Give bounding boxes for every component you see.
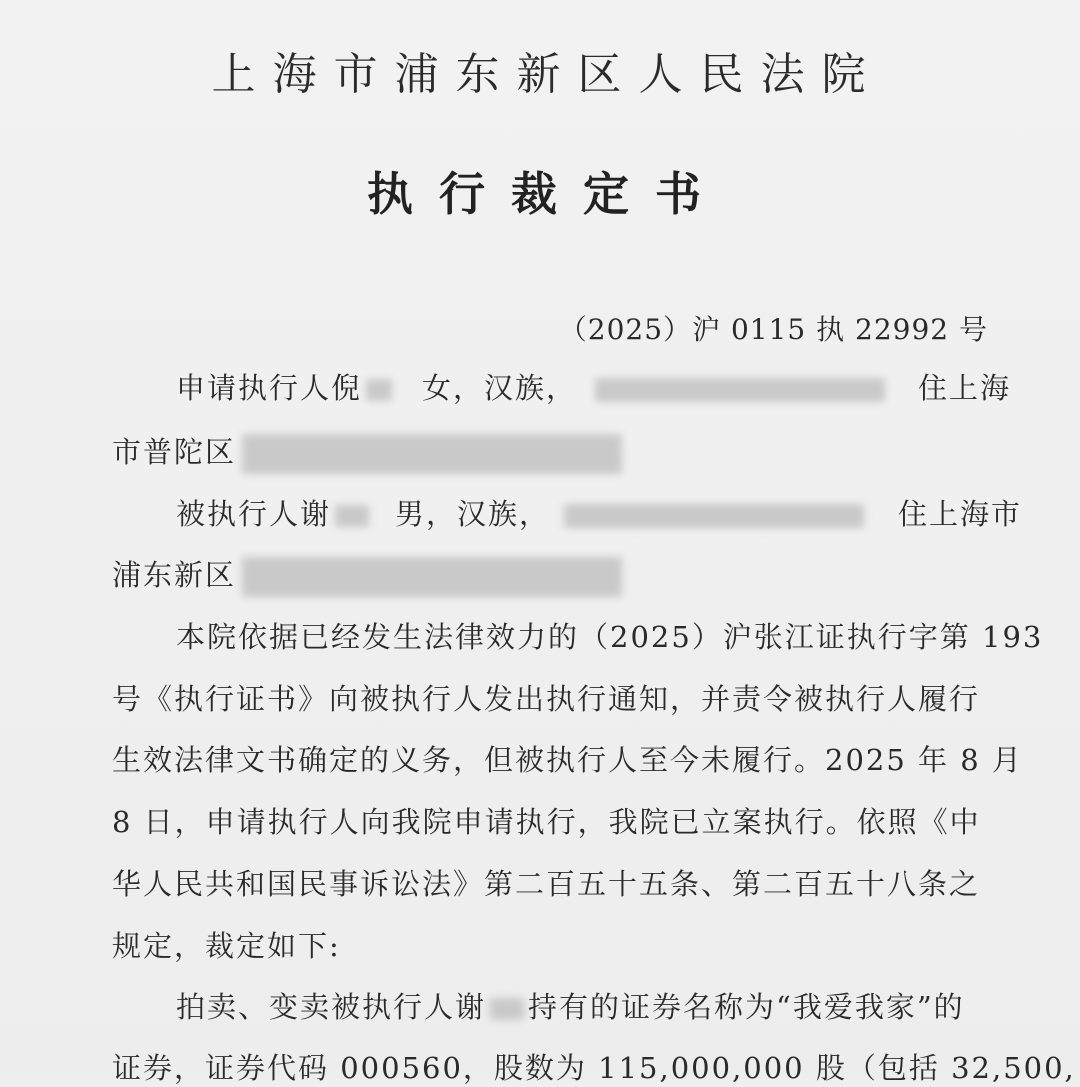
body-line: 生效法律文书确定的义务，但被执行人至今未履行。2025 年 8 月 bbox=[112, 743, 1023, 777]
ruling-prefix: 拍卖、变卖被执行人谢 bbox=[176, 990, 487, 1024]
applicant-district: 市普陀区 bbox=[112, 435, 237, 469]
body-line: 8 日，申请执行人向我院申请执行，我院已立案执行。依照《中 bbox=[112, 805, 981, 839]
applicant-address-line bbox=[112, 430, 622, 474]
court-name: 上海市浦东新区人民法院 bbox=[211, 49, 883, 100]
respondent-district: 浦东新区 bbox=[112, 558, 237, 592]
redacted-name-blur bbox=[335, 505, 369, 527]
redacted-id-blur bbox=[564, 504, 864, 528]
redacted-name-blur bbox=[490, 998, 524, 1020]
case-number: （2025）沪 0115 执 22992 号 bbox=[558, 313, 988, 346]
applicant-residence: 住上海 bbox=[918, 371, 1012, 405]
applicant-prefix: 申请执行人倪 bbox=[176, 371, 363, 405]
respondent-line bbox=[176, 492, 864, 533]
body-line: 规定，裁定如下: bbox=[112, 929, 341, 963]
body-line: 本院依据已经发生法律效力的（2025）沪张江证执行字第 193 bbox=[176, 620, 1044, 654]
body-line: 华人民共和国民事诉讼法》第二百五十五条、第二百五十八条之 bbox=[112, 867, 981, 901]
redacted-name-blur bbox=[366, 379, 392, 401]
body-line: 号《执行证书》向被执行人发出执行通知，并责令被执行人履行 bbox=[112, 682, 981, 716]
document-title: 执行裁定书 bbox=[367, 167, 727, 221]
respondent-prefix: 被执行人谢 bbox=[176, 497, 332, 531]
applicant-gender-ethnicity: 女，汉族， bbox=[422, 371, 578, 405]
respondent-address-line bbox=[112, 553, 622, 597]
redacted-id-blur bbox=[595, 378, 885, 402]
ruling-line bbox=[176, 985, 965, 1026]
ruling-suffix: 持有的证券名称为“我爱我家”的 bbox=[528, 990, 965, 1024]
respondent-gender-ethnicity: 男，汉族， bbox=[395, 497, 551, 531]
redacted-address-blur bbox=[242, 434, 622, 474]
respondent-residence: 住上海市 bbox=[898, 497, 1023, 531]
redacted-address-blur bbox=[242, 557, 622, 597]
ruling-line: 证券，证券代码 000560，股数为 115,000,000 股（包括 32,500, bbox=[112, 1051, 1076, 1085]
applicant-line bbox=[176, 366, 885, 407]
